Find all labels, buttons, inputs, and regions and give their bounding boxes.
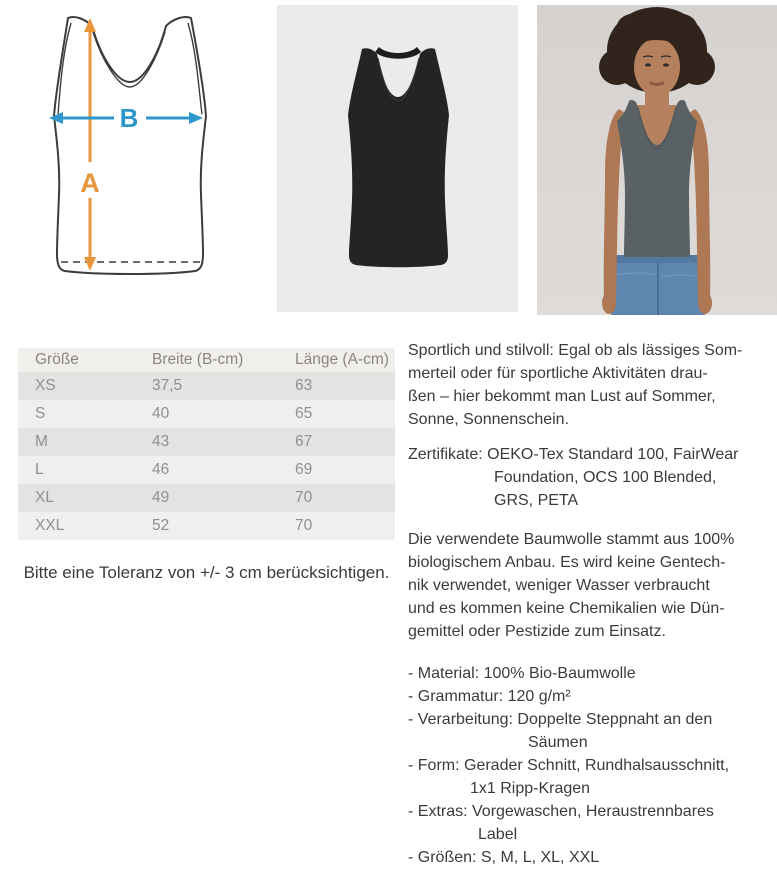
table-row-l — [18, 456, 395, 484]
cell-length: 63 — [295, 372, 395, 400]
cell-length: 69 — [295, 456, 395, 484]
face — [634, 38, 680, 96]
cell-size: M — [18, 428, 152, 456]
cell-width: 46 — [152, 456, 295, 484]
spec-verarbeitung: - Verarbeitung: Doppelte Steppnaht an den — [408, 711, 713, 728]
product-description — [408, 339, 777, 869]
cell-width: 52 — [152, 512, 295, 540]
tolerance-note: Bitte eine Toleranz von +/- 3 cm berücksichtigen. — [23, 563, 390, 582]
col-header-laenge: Länge (A-cm) — [295, 348, 395, 372]
tanktop-outline-drawing — [54, 17, 206, 274]
size-table — [18, 348, 395, 540]
product-photo-model[interactable] — [537, 5, 777, 315]
cell-width: 37,5 — [152, 372, 295, 400]
hand — [698, 292, 712, 314]
hand — [602, 292, 616, 314]
cell-size: XS — [18, 372, 152, 400]
spec-material: - Material: 100% Bio-Baumwolle — [408, 665, 636, 682]
table-row-xs — [18, 372, 395, 400]
length-label: A — [80, 168, 100, 198]
certificates-paragraph: Zertifikate: OEKO-Tex Standard 100, FairWear Foundation, OCS 100 Blended, GRS, PETA — [408, 446, 739, 509]
jeans — [611, 255, 705, 315]
table-row-s — [18, 400, 395, 428]
cotton-paragraph: Die verwendete Baumwolle stammt aus 100% biologischem Anbau. Es wird keine Gentech- nik verwendet, weniger Wasser verbraucht und es kommen keine Chemikalien wie Dün- gemittel oder Pestizide zum Einsatz. — [408, 531, 735, 640]
col-header-breite: Breite (B-cm) — [152, 348, 295, 372]
cell-width: 40 — [152, 400, 295, 428]
cell-width: 49 — [152, 484, 295, 512]
width-label: B — [119, 103, 139, 133]
cell-size: XXL — [18, 512, 152, 540]
product-photo-flat[interactable] — [277, 5, 518, 312]
cell-size: S — [18, 400, 152, 428]
cell-length: 70 — [295, 512, 395, 540]
cell-width: 43 — [152, 428, 295, 456]
cell-length: 70 — [295, 484, 395, 512]
spec-extras: - Extras: Vorgewaschen, Heraustrennbares — [408, 803, 714, 820]
table-header-row — [18, 348, 395, 372]
cell-size: XL — [18, 484, 152, 512]
table-row-xl — [18, 484, 395, 512]
spec-grammatur: - Grammatur: 120 g/m² — [408, 688, 571, 705]
col-header-groesse: Größe — [18, 348, 152, 372]
cell-length: 65 — [295, 400, 395, 428]
table-row-xxl — [18, 512, 395, 540]
spec-form: - Form: Gerader Schnitt, Rundhalsausschnitt, — [408, 757, 730, 774]
table-row-m — [18, 428, 395, 456]
specs-list: - Material: 100% Bio-Baumwolle - Grammatur: 120 g/m² - Verarbeitung: Doppelte Steppnaht an den Säumen - Form: Gerader Schnitt, Rundhalsausschnitt, 1x1 Ripp-Kragen - Extras: Vorgewaschen, Heraustrennbares Label - Größen: S, M, L, XL, XXL — [408, 662, 777, 869]
description-intro-paragraph: Sportlich und stilvoll: Egal ob als lässiges Som- merteil oder für sportliche Aktivitäten drau- ßen – hier bekommt man Lust auf Sommer, Sonne, Sonnenschein. — [408, 342, 743, 428]
cell-size: L — [18, 456, 152, 484]
spec-groessen: - Größen: S, M, L, XL, XXL — [408, 849, 600, 866]
size-diagram — [25, 10, 235, 295]
cell-length: 67 — [295, 428, 395, 456]
